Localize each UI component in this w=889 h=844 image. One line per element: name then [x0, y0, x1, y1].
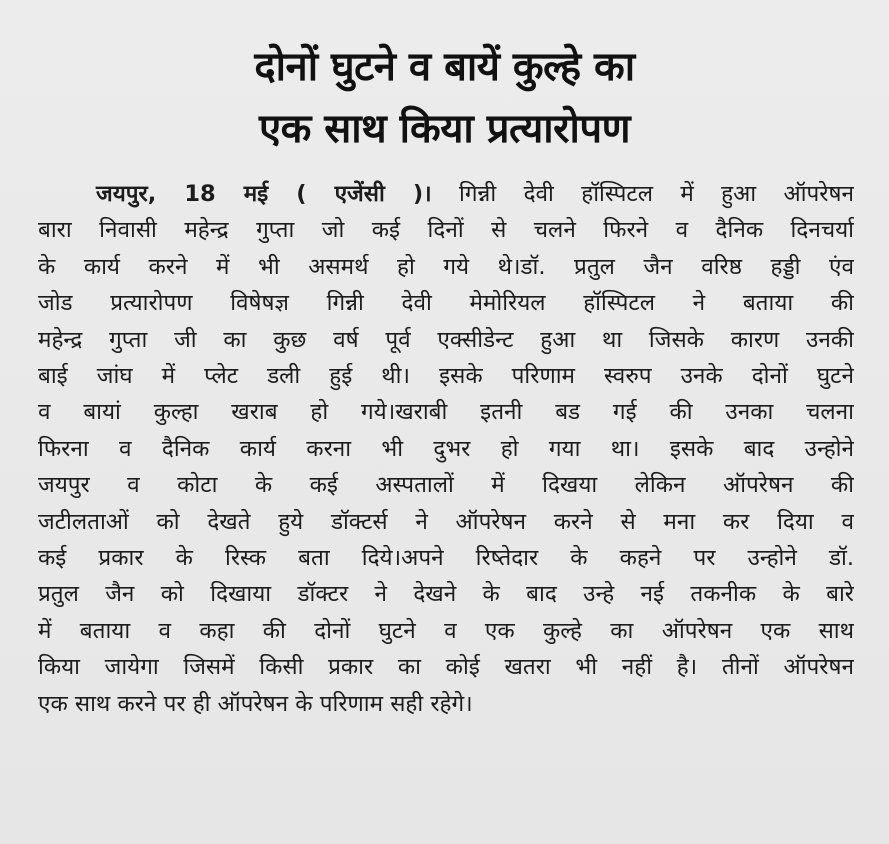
body-line: कई प्रकार के रिस्क बता दिये।अपने रिष्तेदार के कहने पर उन्होने डॉ.	[38, 545, 854, 572]
body-line: में बताया व कहा की दोनों घुटने व एक कुल्हे का ऑपरेषन एक साथ	[38, 617, 854, 644]
body-line: के कार्य करने में भी असमर्थ हो गये थे।डॉ. प्रतुल जैन वरिष्ठ हड्डी एंव	[38, 253, 854, 280]
body-line: किया जायेगा जिसमें किसी प्रकार का कोई खतरा भी नहीं है। तीनों ऑपरेषन	[38, 654, 854, 681]
body-line: बाई जांघ में प्लेट डली हुई थी। इसके परिणाम स्वरुप उनके दोनों घुटने	[38, 363, 854, 390]
body-line: व बायां कुल्हा खराब हो गये।खराबी इतनी बड गई की उनका चलना	[38, 399, 854, 426]
body-line	[38, 176, 854, 212]
headline-line-2: एक साथ किया प्रत्यारोपण	[259, 106, 630, 152]
body-line: जटीलताओं को देखते हुये डॉक्टर्स ने ऑपरेषन करने से मना कर दिया व	[38, 508, 854, 535]
body-line: बारा निवासी महेन्द्र गुप्ता जो कई दिनों से चलने फिरने व दैनिक दिनचर्या	[38, 217, 854, 244]
body-line: फिरना व दैनिक कार्य करना भी दुभर हो गया था। इसके बाद उन्होने	[38, 435, 854, 462]
headline	[0, 36, 889, 160]
body-line: जयपुर व कोटा के कई अस्पतालों में दिखया लेकिन ऑपरेषन की	[38, 472, 854, 499]
body-line: एक साथ करने पर ही ऑपरेषन के परिणाम सही रहेगे।	[38, 690, 473, 717]
dateline: जयपुर, 18 मई ( एजेंसी )।	[96, 181, 432, 207]
body-line: महेन्द्र गुप्ता जी का कुछ वर्ष पूर्व एक्सीडेन्ट हुआ था जिसके कारण उनकी	[38, 326, 854, 353]
body-line: जोड प्रत्यारोपण विषेषज्ञ गिन्नी देवी मेमोरियल हॉस्पिटल ने बताया की	[38, 290, 854, 317]
body-line: प्रतुल जैन को दिखाया डॉक्टर ने देखने के बाद उन्हे नई तकनीक के बारे	[38, 581, 854, 608]
headline-line-1: दोनों घुटने व बायें कुल्हे का	[254, 44, 635, 90]
article-body	[38, 176, 854, 722]
body-line-text: गिन्नी देवी हॉस्पिटल में हुआ ऑपरेषन	[431, 181, 854, 207]
